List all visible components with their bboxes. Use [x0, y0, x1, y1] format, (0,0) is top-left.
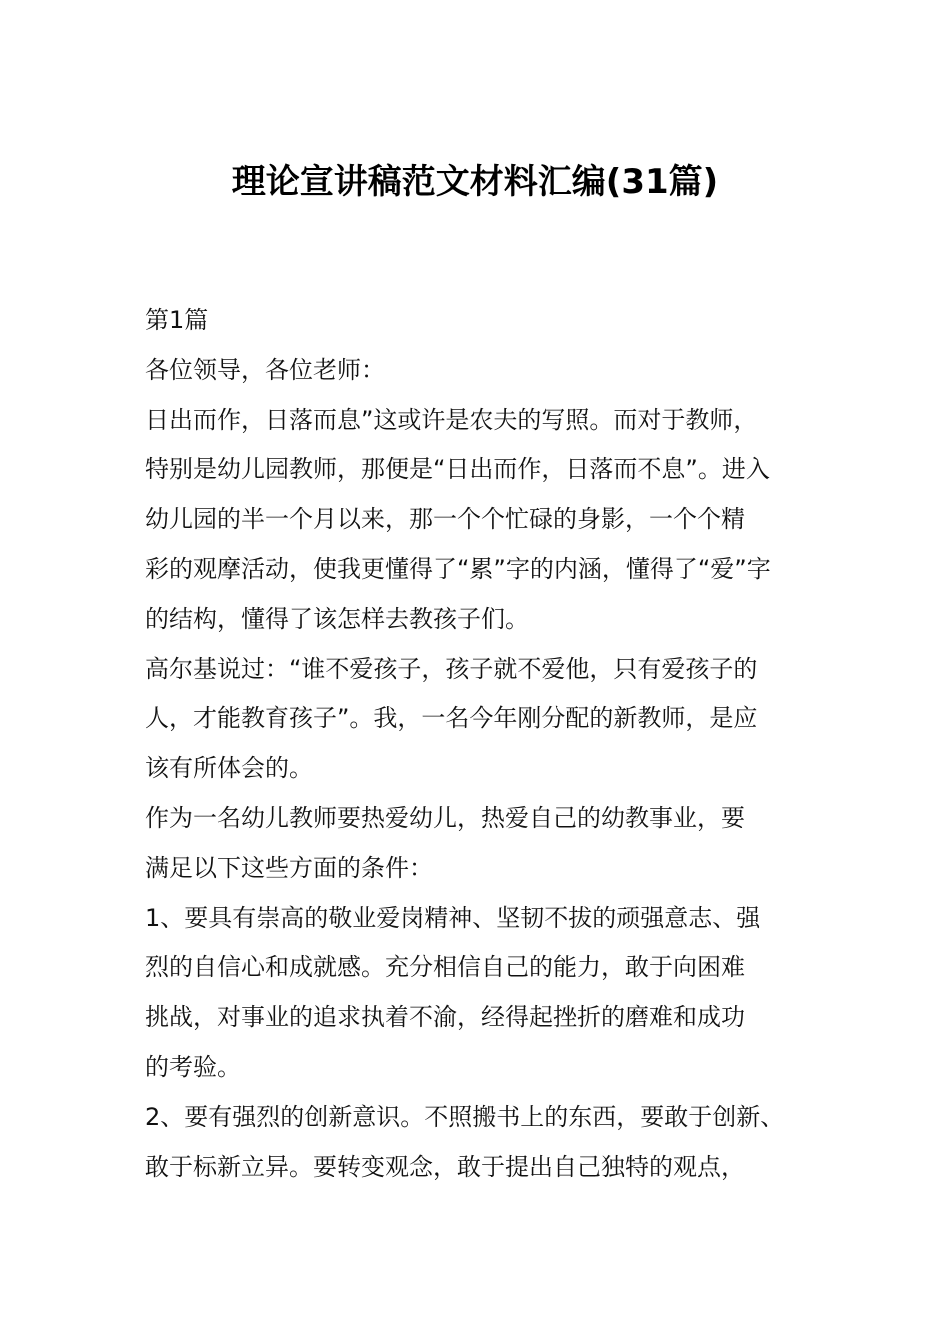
body-line: 该有所体会的。 [145, 754, 313, 783]
body-line: 作为一名幼儿教师要热爱幼儿，热爱自己的幼教事业，要 [145, 803, 745, 832]
body-line: 日出而作，日落而息”这或许是农夫的写照。而对于教师， [145, 405, 758, 434]
body-line: 满足以下这些方面的条件： [145, 853, 433, 882]
salutation-line: 各位领导，各位老师： [145, 355, 385, 384]
body-line: 的考验。 [145, 1052, 241, 1081]
body-line: 高尔基说过：“谁不爱孩子，孩子就不爱他，只有爱孩子的 [145, 654, 758, 683]
body-line: 烈的自信心和成就感。充分相信自己的能力，敢于向困难 [145, 953, 745, 982]
body-line: 的结构，懂得了该怎样去教孩子们。 [145, 604, 529, 633]
document-title: 理论宣讲稿范文材料汇编(31篇) [231, 162, 719, 202]
body-line: 敢于标新立异。要转变观念，敢于提出自己独特的观点， [145, 1152, 745, 1181]
body-line: 特别是幼儿园教师，那便是“日出而作，日落而不息”。进入 [145, 455, 770, 484]
body-line: 挑战，对事业的追求执着不渝，经得起挫折的磨难和成功 [145, 1003, 745, 1032]
body-line: 人，才能教育孩子”。我，一名今年刚分配的新教师，是应 [145, 704, 758, 733]
body-line: 幼儿园的半一个月以来，那一个个忙碌的身影，一个个精 [145, 505, 745, 534]
body-line: 彩的观摩活动，使我更懂得了“累”字的内涵，懂得了“爱”字 [145, 554, 771, 583]
body-line: 2、要有强烈的创新意识。不照搬书上的东西，要敢于创新、 [145, 1102, 785, 1131]
section-heading: 第1篇 [145, 306, 209, 334]
body-line: 1、要具有崇高的敬业爱岗精神、坚韧不拔的顽强意志、强 [145, 903, 761, 932]
document-body [145, 296, 825, 1192]
